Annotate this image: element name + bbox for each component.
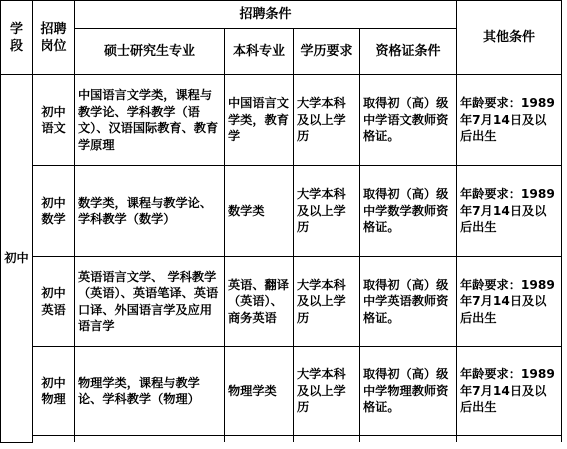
header-shuoshi: 硕士研究生专业 xyxy=(75,29,225,75)
xueli-cell: 大学本科及以上学历 xyxy=(294,166,360,257)
post-cell: 初中数学 xyxy=(33,166,75,257)
qita-cell: 年龄要求：1989年7月14日及以后出生 xyxy=(457,257,562,347)
xueli-cell: 大学本科及以上学历 xyxy=(294,75,360,166)
header-benke: 本科专业 xyxy=(225,29,294,75)
benke-cell: 中国语言文学类，教育学 xyxy=(225,75,294,166)
zige-cell xyxy=(360,436,457,443)
zige-cell: 取得初（高）级中学英语教师资格证。 xyxy=(360,257,457,347)
header-xueli: 学历要求 xyxy=(294,29,360,75)
shuoshi-cell xyxy=(75,436,225,443)
zige-cell: 取得初（高）级中学物理教师资格证。 xyxy=(360,347,457,436)
table-row xyxy=(1,347,562,436)
shuoshi-cell: 英语语言文学、 学科教学（英语）、英语笔译、英语口译、外国语言学及应用语言学 xyxy=(75,257,225,347)
post-cell: 初中语文 xyxy=(33,75,75,166)
benke-cell: 英语、翻译（英语）、商务英语 xyxy=(225,257,294,347)
qita-cell: 年龄要求：1989年7月14日及以后出生 xyxy=(457,75,562,166)
xueli-cell xyxy=(294,436,360,443)
zige-cell: 取得初（高）级中学数学教师资格证。 xyxy=(360,166,457,257)
shuoshi-cell: 中国语言文学类，课程与教学论、学科教学（语文）、汉语国际教育、教育学原理 xyxy=(75,75,225,166)
qita-cell: 年龄要求：1989年7月14日及以后出生 xyxy=(457,347,562,436)
post-cell: 初中英语 xyxy=(33,257,75,347)
zige-cell: 取得初（高）级中学语文教师资格证。 xyxy=(360,75,457,166)
table-row xyxy=(1,166,562,257)
post-cell xyxy=(33,436,75,443)
table-row xyxy=(1,257,562,347)
qita-cell: 年龄要求：1989年7月14日及以后出生 xyxy=(457,166,562,257)
section-cell: 初中 xyxy=(1,75,33,443)
shuoshi-cell: 数学类，课程与教学论、学科教学（数学） xyxy=(75,166,225,257)
benke-cell: 物理学类 xyxy=(225,347,294,436)
header-conditions: 招聘条件 xyxy=(75,1,457,29)
table-row-partial xyxy=(1,436,562,443)
benke-cell: 数学类 xyxy=(225,166,294,257)
benke-cell xyxy=(225,436,294,443)
header-qita: 其他条件 xyxy=(457,1,562,75)
xueli-cell: 大学本科及以上学历 xyxy=(294,257,360,347)
header-gangwei: 招聘岗位 xyxy=(33,1,75,75)
qita-cell xyxy=(457,436,562,443)
table-row xyxy=(1,75,562,166)
post-cell: 初中物理 xyxy=(33,347,75,436)
xueli-cell: 大学本科及以上学历 xyxy=(294,347,360,436)
header-zige: 资格证条件 xyxy=(360,29,457,75)
header-xueduan: 学段 xyxy=(1,1,33,75)
shuoshi-cell: 物理学类，课程与教学论、学科教学（物理） xyxy=(75,347,225,436)
